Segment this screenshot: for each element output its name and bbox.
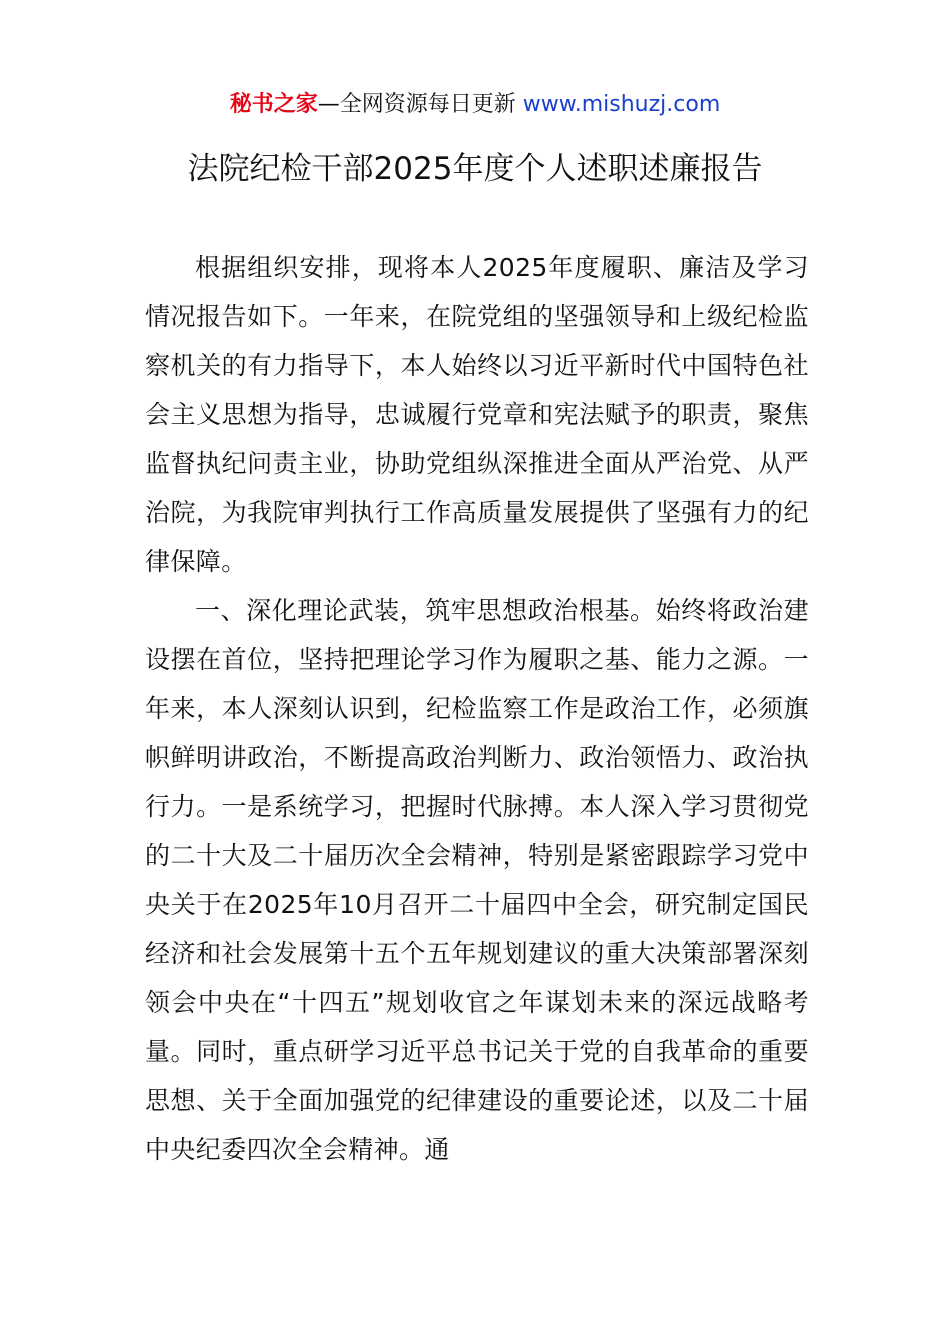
site-brand[interactable]: 秘书之家 [229,92,318,117]
paragraph-section-one: 一、深化理论武装，筑牢思想政治根基。始终将政治建设摆在首位，坚持把理论学习作为履职之基、能力之源。一年来，本人深刻认识到，纪检监察工作是政治工作，必须旗帜鲜明讲政治，不断提高政治判断力、政治领悟力、政治执行力。一是系统学习，把握时代脉搏。本人深入学习贯彻党的二十大及二十届历次全会精神，特别是紧密跟踪学习党中央关于在2025年10月召开二十届四中全会，研究制定国民经济和社会发展第十五个五年规划建议的重大决策部署深刻领会中央在“十四五”规划收官之年谋划未来的深远战略考量。同时，重点研学习近平总书记关于党的自我革命的重要思想、关于全面加强党的纪律建设的重要论述，以及二十届中央纪委四次全会精神。通 [145,596,809,1164]
document-title: 法院纪检干部2025年度个人述职述廉报告 [187,151,763,187]
site-header [0,88,950,122]
paragraph-intro: 根据组织安排，现将本人2025年度履职、廉洁及学习情况报告如下。一年来，在院党组的坚强领导和上级纪检监察机关的有力指导下，本人始终以习近平新时代中国特色社会主义思想为指导，忠诚履行党章和宪法赋予的职责，聚焦监督执纪问责主业，协助党组纵深推进全面从严治党、从严治院，为我院审判执行工作高质量发展提供了坚强有力的纪律保障。 [145,253,809,576]
site-slogan: —全网资源每日更新 [317,92,523,117]
site-url-link[interactable]: www.mishuzj.com [522,92,721,117]
document-body [145,243,809,1174]
